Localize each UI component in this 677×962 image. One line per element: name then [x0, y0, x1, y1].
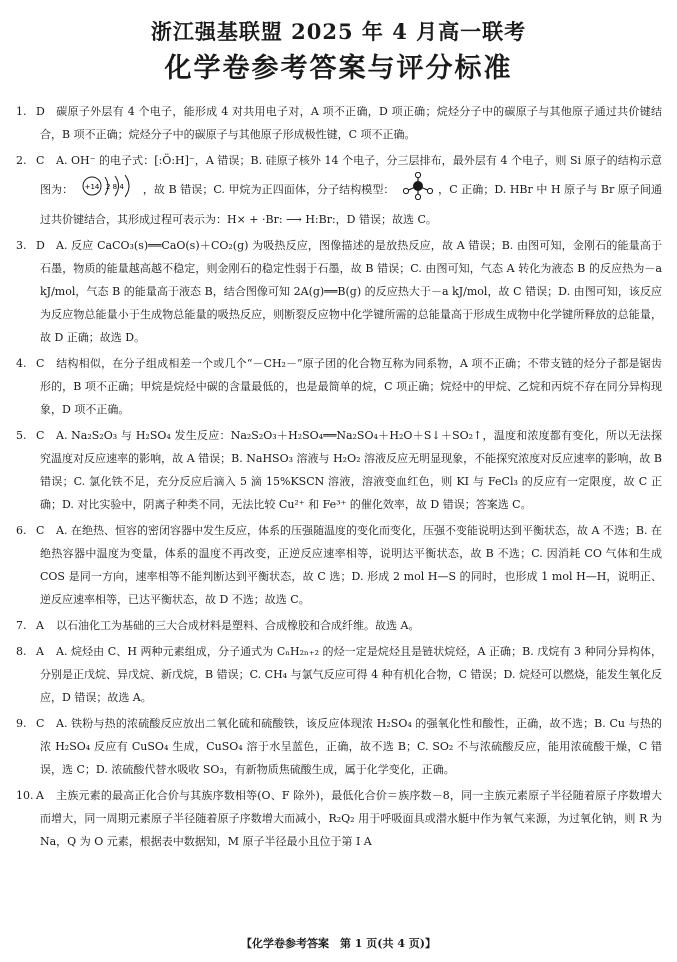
item-number: 1. [16, 105, 27, 118]
item-explanation: A. 铁粉与热的浓硫酸反应放出二氧化硫和硫酸铁，该反应体现浓 H₂SO₄ 的强氧化性和酸性，正确，故不选；B. Cu 与热的浓 H₂SO₄ 反应有 CuSO₄ 生成，CuSO₄ 溶于水呈蓝色，正确，故不选 B；C. SO₂ 不与浓硫酸反应，能用浓硫酸干燥，C 错误，选 C；D. 浓硫酸代替水吸收 SO₃，有新物质焦硫酸生成，属于化学变化，正确。 [40, 717, 662, 776]
answer-list [16, 100, 662, 856]
item-answer: A [36, 645, 44, 658]
answer-item-10 [16, 784, 662, 853]
answer-item-7 [16, 614, 662, 637]
item-explanation: 碳原子外层有 4 个电子，能形成 4 对共用电子对，A 项不正确，D 项正确；烷烃分子中的碳原子与其他原子通过共价键结合，B 项不正确；烷烃分子中的碳原子与其他原子形成极性键，C 项不正确。 [40, 105, 662, 141]
item-number: 4. [16, 357, 27, 370]
answer-item-9 [16, 712, 662, 781]
page-footer: 【化学卷参考答案 第 1 页(共 4 页)】 [240, 937, 437, 950]
item-explanation-part-c: ，C 正确；D. HBr 中 H 原子与 Br 原子间通过共价键结合，其形成过程可表示为：H× + ·Br: ⟶ H:Br:，D 错误；故选 C。 [40, 183, 663, 226]
item-number: 9. [16, 717, 27, 730]
item-explanation: A. 在绝热、恒容的密闭容器中发生反应，体系的压强随温度的变化而变化，压强不变能说明达到平衡状态，故 A 不选；B. 在绝热容器中温度为变量，体系的温度不再改变，正逆反应速率相等，说明达平衡状态，故 B 不选；C. 因消耗 CO 气体和生成 COS 是同一方向，速率相等不能判断达到平衡状态，故 C 选；D. 形成 2 mol H—S 的同时，也形成 1 mol H—H，说明正、逆反应速率相等，已达平衡状态，故 D 不选；故选 C。 [40, 524, 662, 606]
item-explanation-part-a: A. OH⁻ 的电子式：[:Ö:H]⁻，A 错误；B. 硅原子核外 14 个电子，分三层排布，最外层有 4 个电子，则 Si 原子的结构示意图为： [40, 154, 662, 196]
item-explanation: A. 烷烃由 C、H 两种元素组成，分子通式为 CₙH₂ₙ₊₂ 的烃一定是烷烃且是链状烷烃，A 正确；B. 戊烷有 3 种同分异构体，分别是正戊烷、异戊烷、新戊烷，B 错误；C. CH₄ 与氯气反应可得 4 种有机化合物，C 错误；D. 烷烃可以燃烧，能发生氧化反应，D 错误；故选 A。 [40, 645, 662, 704]
si-atomic-structure-diagram [81, 173, 139, 207]
item-answer: D [36, 105, 45, 118]
item-explanation: A. Na₂S₂O₃ 与 H₂SO₄ 发生反应：Na₂S₂O₃＋H₂SO₄══Na₂SO₄＋H₂O＋S↓＋SO₂↑，温度和浓度都有变化，所以无法探究温度对反应速率的影响，故 A 错误；B. NaHSO₃ 溶液与 H₂O₂ 溶液反应无明显现象，不能探究浓度对反应速率的影响，故 B 错误；C. 氯化铁不足，充分反应后滴入 5 滴 15%KSCN 溶液，溶液变血红色，则 KI 与 FeCl₃ 的反应有一定限度，故 C 正确；D. 对比实验中，阴离子种类不同，无法比较 Cu²⁺ 和 Fe³⁺ 的催化效率，故 D 错误；答案选 C。 [40, 429, 662, 511]
item-number: 8. [16, 645, 27, 658]
item-explanation: 结构相似，在分子组成相差一个或几个“－CH₂－”原子团的化合物互称为同系物，A 项不正确；不带支链的烃分子都是锯齿形的，B 项不正确；甲烷是烷烃中碳的含量最低的，也是最简单的烷，C 项正确；烷烃中的甲烷、乙烷和丙烷不存在同分异构现象，D 项不正确。 [40, 357, 662, 416]
item-explanation: 主族元素的最高正化合价与其族序数相等(O、F 除外)，最低化合价＝族序数－8，同一主族元素原子半径随着原子序数增大而增大，同一周期元素原子半径随着原子序数增大而减小，R₂Q₂ 用于呼吸面具或潜水艇中作为氧气来源，为过氧化钠，则 R 为 Na，Q 为 O 元素，根据表中数据知，M 原子半径最小且位于第 I A [40, 789, 662, 848]
methane-molecule-model [402, 172, 434, 208]
nucleus-label: +14 [84, 183, 100, 191]
item-explanation-part-b: ，故 B 错误；C. 甲烷为正四面体，分子结构模型： [142, 183, 395, 196]
answer-item-3 [16, 234, 662, 349]
item-answer: C [36, 429, 45, 442]
electron-shells-label: 2 8 4 [105, 183, 124, 191]
answer-item-5 [16, 424, 662, 516]
answer-item-8 [16, 640, 662, 709]
answer-item-2 [16, 149, 662, 231]
item-number: 7. [16, 619, 27, 632]
item-number: 2. [16, 154, 27, 167]
item-number: 6. [16, 524, 27, 537]
page-title: 浙江强基联盟 2025 年 4 月高一联考 [150, 19, 527, 44]
item-number: 3. [16, 239, 27, 252]
item-explanation: A. 反应 CaCO₃(s)══CaO(s)＋CO₂(g) 为吸热反应，图像描述的是放热反应，故 A 错误；B. 由图可知，金刚石的能量高于石墨，物质的能量越高越不稳定，则金刚石的稳定性弱于石墨，故 B 错误；C. 由图可知，气态 A 转化为液态 B 的反应热为－a kJ/mol，气态 B 的能量高于液态 B，结合图像可知 2A(g)══B(g) 的反应热大于－a kJ/mol，故 C 错误；D. 由图可知，该反应为反应物总能量小于生成物总能量的吸热反应，则断裂反应物中化学键所需的总能量高于形成生成物中化学键所释放的总能量，故 D 正确；故选 D。 [40, 239, 662, 344]
item-answer: D [36, 239, 45, 252]
answer-item-1 [16, 100, 662, 146]
item-answer: A [36, 789, 44, 802]
item-number: 10. [16, 789, 34, 802]
item-answer: C [36, 524, 45, 537]
item-answer: A [36, 619, 44, 632]
page-subtitle: 化学卷参考答案与评分标准 [164, 53, 513, 84]
answer-item-4 [16, 352, 662, 421]
item-explanation: 以石油化工为基础的三大合成材料是塑料、合成橡胶和合成纤维。故选 A。 [56, 619, 420, 632]
item-number: 5. [16, 429, 27, 442]
item-answer: C [36, 717, 45, 730]
answer-item-6 [16, 519, 662, 611]
item-answer: C [36, 357, 45, 370]
item-answer: C [36, 154, 45, 167]
